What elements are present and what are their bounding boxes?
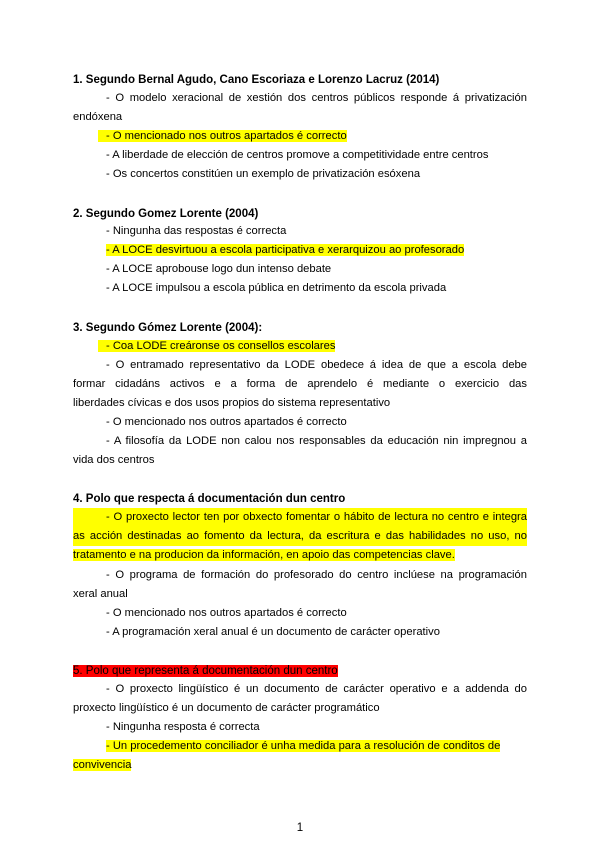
q3-answer-4-line-1: - A filosofía da LODE non calou nos responsables da educación nin impregnou a bbox=[106, 435, 527, 447]
question-4-title: 4. Polo que respecta á documentación dun centro bbox=[73, 493, 346, 505]
q4-answer-1-line-1: - O proxecto lector ten por obxecto fomentar o hábito de lectura no centro e integra bbox=[73, 508, 527, 527]
question-2-title: 2. Segundo Gomez Lorente (2004) bbox=[73, 208, 259, 220]
q1-answer-1-line-2: endóxena bbox=[73, 111, 123, 123]
question-5-title: 5. Polo que representa á documentación dun centro bbox=[73, 665, 338, 677]
q2-answer-1: - Ningunha das respostas é correcta bbox=[106, 225, 287, 237]
q4-answer-1-line-3: tratamento e na producion da información, en apoio das competencias clave. bbox=[73, 549, 455, 561]
q5-answer-1-line-1: - O proxecto lingüístico é un documento de carácter operativo e a addenda do bbox=[106, 683, 527, 695]
q3-answer-1: - Coa LODE creáronse os consellos escolares bbox=[73, 337, 527, 356]
q5-answer-1-line-2: proxecto lingüístico é un documento de carácter programático bbox=[73, 702, 380, 714]
q5-answer-2: - Ningunha resposta é correcta bbox=[106, 721, 260, 733]
q2-answer-2: - A LOCE desvirtuou a escola participativa e xerarquizou ao profesorado bbox=[106, 244, 465, 256]
q3-answer-2-line-2: formar cidadáns activos e a forma de aprendelo é mediante o exercicio das bbox=[73, 378, 527, 390]
q1-answer-2: - O mencionado nos outros apartados é correcto bbox=[73, 127, 527, 146]
q4-answer-4: - A programación xeral anual é un documento de carácter operativo bbox=[106, 626, 440, 638]
q4-answer-1-line-2: as acción destinadas ao fomento da lectura, da escritura e das habilidades no uso, no bbox=[73, 527, 527, 546]
q3-answer-3: - O mencionado nos outros apartados é correcto bbox=[106, 416, 347, 428]
q1-answer-3: - A liberdade de elección de centros promove a competitividade entre centros bbox=[106, 149, 489, 161]
q2-answer-3: - A LOCE aprobouse logo dun intenso debate bbox=[106, 263, 332, 275]
q5-answer-3-line-2: convivencia bbox=[73, 759, 132, 771]
q3-answer-2-line-3: liberdades cívicas e dos usos propios do sistema representativo bbox=[73, 397, 391, 409]
question-3-title: 3. Segundo Gómez Lorente (2004): bbox=[73, 322, 263, 334]
q4-answer-2-line-1: - O programa de formación do profesorado do centro inclúese na programación bbox=[106, 569, 527, 581]
q1-answer-1-line-1: - O modelo xeracional de xestión dos centros públicos responde á privatización bbox=[106, 92, 527, 104]
q4-answer-2-line-2: xeral anual bbox=[73, 588, 128, 600]
q4-answer-3: - O mencionado nos outros apartados é correcto bbox=[106, 607, 347, 619]
q3-answer-2-line-1: - O entramado representativo da LODE obedece á idea de que a escola debe bbox=[106, 359, 527, 371]
q1-answer-4: - Os concertos constitúen un exemplo de privatización esóxena bbox=[106, 168, 421, 180]
q5-answer-3-line-1: - Un procedemento conciliador é unha medida para a resolución de conditos de bbox=[106, 740, 501, 752]
question-1-title: 1. Segundo Bernal Agudo, Cano Escoriaza e Lorenzo Lacruz (2014) bbox=[73, 74, 440, 86]
q2-answer-4: - A LOCE impulsou a escola pública en detrimento da escola privada bbox=[106, 282, 447, 294]
q3-answer-4-line-2: vida dos centros bbox=[73, 454, 155, 466]
page-number: 1 bbox=[296, 822, 304, 834]
